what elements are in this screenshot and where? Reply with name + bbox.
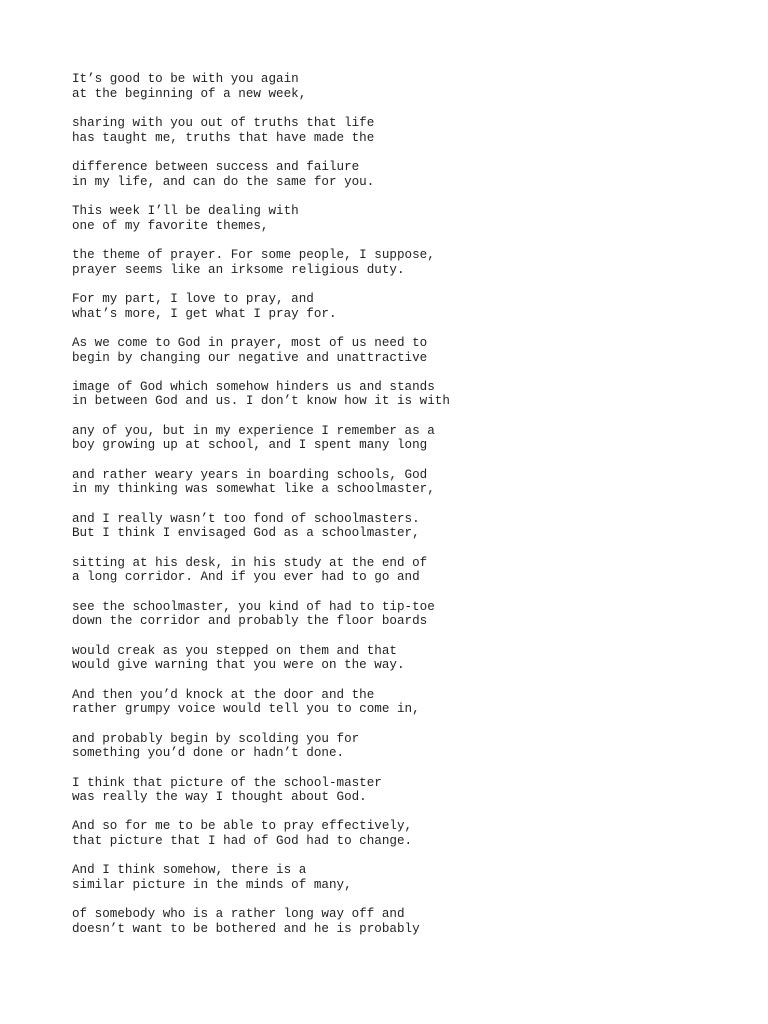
text-line: For my part, I love to pray, and bbox=[72, 291, 314, 306]
text-line: would creak as you stepped on them and that bbox=[72, 643, 397, 658]
text-line: sharing with you out of truths that life bbox=[72, 115, 375, 130]
paragraph bbox=[72, 248, 712, 277]
paragraph bbox=[72, 819, 712, 848]
paragraph bbox=[72, 863, 712, 892]
text-line: And I think somehow, there is a bbox=[72, 863, 307, 878]
paragraph bbox=[72, 72, 712, 101]
paragraph bbox=[72, 644, 712, 673]
text-line: in my life, and can do the same for you. bbox=[72, 174, 375, 189]
document-body bbox=[72, 72, 712, 951]
text-line: similar picture in the minds of many, bbox=[72, 878, 352, 893]
text-line: boy growing up at school, and I spent many long bbox=[72, 438, 428, 453]
paragraph bbox=[72, 468, 712, 497]
text-line: any of you, but in my experience I remember as a bbox=[72, 423, 435, 438]
paragraph bbox=[72, 424, 712, 453]
text-line: and probably begin by scolding you for bbox=[72, 731, 360, 746]
text-line: has taught me, truths that have made the bbox=[72, 130, 375, 145]
text-line: This week I’ll be dealing with bbox=[72, 203, 299, 218]
text-line: the theme of prayer. For some people, I suppose, bbox=[72, 247, 435, 262]
text-line: what’s more, I get what I pray for. bbox=[72, 306, 337, 321]
text-line: begin by changing our negative and unattractive bbox=[72, 350, 428, 365]
text-line: doesn’t want to be bothered and he is probably bbox=[72, 922, 420, 937]
paragraph bbox=[72, 907, 712, 936]
text-line: As we come to God in prayer, most of us need to bbox=[72, 335, 428, 350]
paragraph bbox=[72, 204, 712, 233]
text-line: prayer seems like an irksome religious duty. bbox=[72, 262, 405, 277]
text-line: It’s good to be with you again bbox=[72, 72, 299, 86]
text-line: sitting at his desk, in his study at the end of bbox=[72, 555, 428, 570]
text-line: would give warning that you were on the way. bbox=[72, 658, 405, 673]
paragraph bbox=[72, 732, 712, 761]
text-line: something you’d done or hadn’t done. bbox=[72, 746, 345, 761]
text-line: I think that picture of the school-master bbox=[72, 775, 382, 790]
paragraph bbox=[72, 512, 712, 541]
paragraph bbox=[72, 600, 712, 629]
text-line: But I think I envisaged God as a schoolmaster, bbox=[72, 526, 420, 541]
text-line: down the corridor and probably the floor boards bbox=[72, 614, 428, 629]
text-line: And so for me to be able to pray effectively, bbox=[72, 819, 413, 834]
text-line: and rather weary years in boarding schools, God bbox=[72, 467, 428, 482]
text-line: rather grumpy voice would tell you to come in, bbox=[72, 702, 420, 717]
paragraph bbox=[72, 776, 712, 805]
paragraph bbox=[72, 556, 712, 585]
paragraph bbox=[72, 380, 712, 409]
paragraph bbox=[72, 688, 712, 717]
text-line: that picture that I had of God had to change. bbox=[72, 834, 413, 849]
text-line: in between God and us. I don’t know how it is with bbox=[72, 394, 450, 409]
text-line: was really the way I thought about God. bbox=[72, 790, 367, 805]
text-line: image of God which somehow hinders us and stands bbox=[72, 379, 435, 394]
text-line: at the beginning of a new week, bbox=[72, 86, 307, 101]
text-line: in my thinking was somewhat like a schoolmaster, bbox=[72, 482, 435, 497]
text-line: see the schoolmaster, you kind of had to tip-toe bbox=[72, 599, 435, 614]
text-line: a long corridor. And if you ever had to go and bbox=[72, 570, 420, 585]
paragraph bbox=[72, 292, 712, 321]
text-line: one of my favorite themes, bbox=[72, 218, 269, 233]
text-line: difference between success and failure bbox=[72, 159, 360, 174]
paragraph bbox=[72, 336, 712, 365]
paragraph bbox=[72, 160, 712, 189]
text-line: of somebody who is a rather long way off and bbox=[72, 907, 405, 922]
text-line: and I really wasn’t too fond of schoolmasters. bbox=[72, 511, 420, 526]
text-line: And then you’d knock at the door and the bbox=[72, 687, 375, 702]
paragraph bbox=[72, 116, 712, 145]
